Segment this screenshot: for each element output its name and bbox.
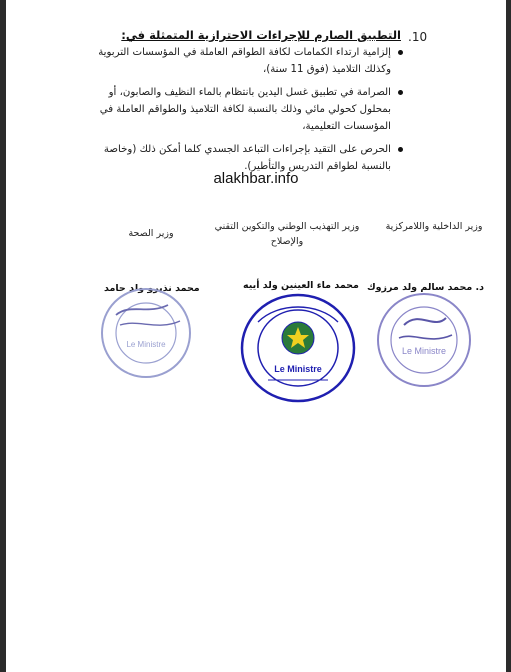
list-item: إلزامية ارتداء الكمامات لكافة الطواقم العاملة في المؤسسات التربوية وكذلك التلاميذ (فوق 11 سنة)،	[81, 44, 403, 78]
signatory-title-education: وزير التهذيب الوطني والتكوين التقني والإصلاح	[214, 221, 360, 247]
bullet-icon	[398, 50, 403, 55]
signatory-name-education: محمد ماء العينين ولد أييه	[243, 280, 359, 291]
official-stamp-icon	[374, 290, 474, 390]
list-item: الحرص على التقيد بإجراءات التباعد الجسدي كلما أمكن ذلك (وخاصة بالنسبة لطواقم التدريس والتأطير).	[81, 141, 403, 175]
list-item: الصرامة في تطبيق غسل اليدين بانتظام بالماء النظيف والصابون، أو بمحلول كحولي مائي وذلك بالنسبة لكافة التلاميذ والطواقم العاملة في المؤسسات التعليمية،	[81, 84, 403, 135]
stamp-label: Le Ministre	[274, 364, 322, 374]
bullet-icon	[398, 90, 403, 95]
stamp-label: Le Ministre	[126, 340, 166, 349]
measures-list	[81, 44, 403, 181]
section-heading: التطبيق الصارم للإجراءات الاحترازية المتمثلة في:	[121, 28, 401, 42]
signatory-name-health: محمد نذيرو ولد حامد	[104, 283, 200, 294]
signatory-title-health: وزير الصحة	[128, 228, 174, 239]
official-stamp-icon	[238, 292, 358, 404]
official-stamp-icon	[98, 285, 194, 381]
bullet-icon	[398, 147, 403, 152]
site-watermark: alakhbar.info	[213, 170, 299, 187]
document-page	[6, 0, 506, 672]
signatory-title-interior: وزير الداخلية واللامركزية	[385, 221, 483, 232]
signatory-name-interior: د. محمد سالم ولد مرزوك	[366, 282, 484, 293]
point-number: .10	[408, 30, 428, 44]
stamp-label: Le Ministre	[401, 346, 447, 356]
